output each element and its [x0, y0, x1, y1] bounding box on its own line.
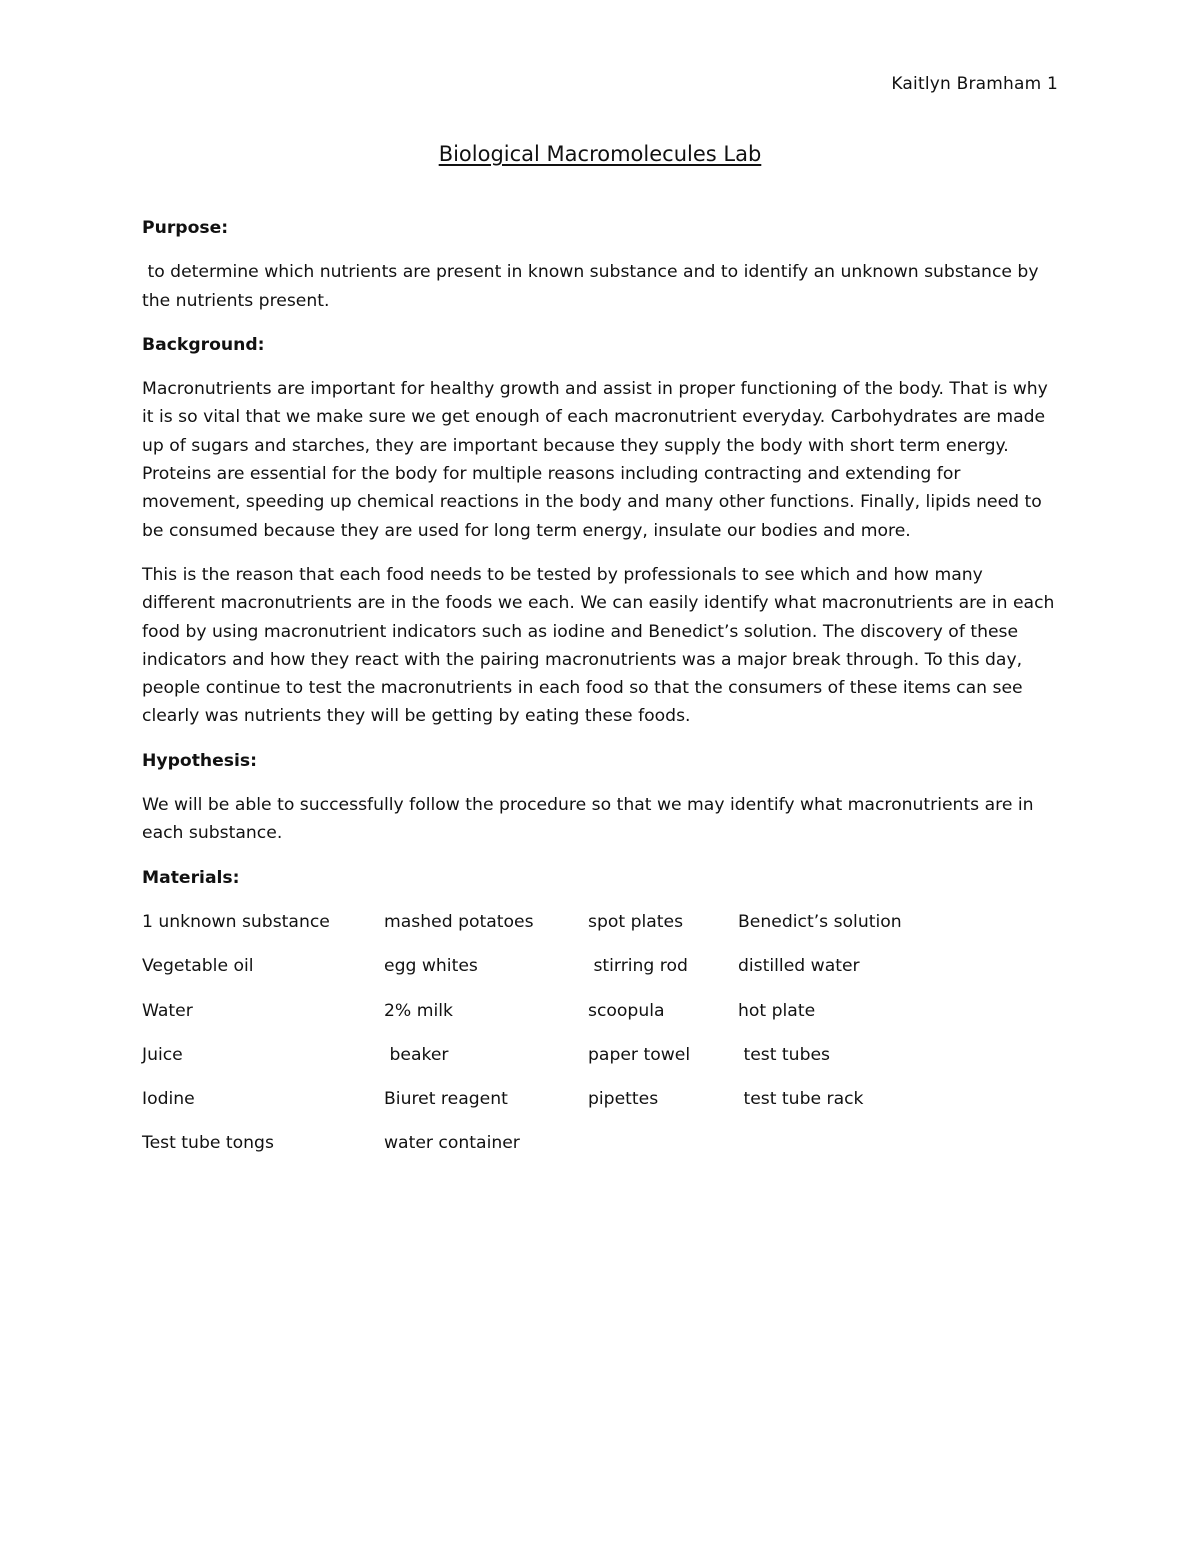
hypothesis-text: We will be able to successfully follow the procedure so that we may identify what macronutrients are in each substance.	[142, 795, 1034, 844]
materials-row	[142, 1129, 988, 1173]
material-item: beaker	[384, 1044, 449, 1065]
material-item: water container	[384, 1133, 520, 1154]
material-item: test tube rack	[738, 1089, 864, 1110]
materials-heading: Materials:	[142, 867, 240, 888]
material-item: test tubes	[738, 1044, 831, 1065]
materials-row	[142, 1041, 988, 1085]
purpose-text: to determine which nutrients are present in known substance and to identify an unknown substance by the nutrients present.	[142, 262, 1044, 311]
material-item: 1 unknown substance	[142, 911, 330, 932]
material-item	[588, 1129, 738, 1173]
material-item: hot plate	[738, 1000, 816, 1021]
material-item: stirring rod	[588, 956, 688, 977]
material-item: paper towel	[588, 1044, 691, 1065]
materials-row	[142, 1085, 988, 1129]
material-item: Vegetable oil	[142, 956, 254, 977]
material-item: spot plates	[588, 911, 684, 932]
material-item: 2% milk	[384, 1000, 453, 1021]
material-item: egg whites	[384, 956, 478, 977]
material-item: pipettes	[588, 1089, 659, 1110]
purpose-heading: Purpose:	[142, 218, 229, 238]
materials-row	[142, 908, 988, 952]
material-item: Biuret reagent	[384, 1089, 508, 1110]
material-item: Water	[142, 1000, 193, 1021]
material-item: distilled water	[738, 956, 860, 977]
material-item: Juice	[142, 1044, 183, 1065]
material-item: scoopula	[588, 1000, 665, 1021]
materials-row	[142, 997, 988, 1041]
background-paragraph-1: Macronutrients are important for healthy growth and assist in proper functioning of the body. That is why it is so vital that we make sure we get enough of each macronutrient everyday. Carbohydrates are made up of sugars and starches, they are important because they supply the body with short term energy. Proteins are essential for the body for multiple reasons including contracting and extending for movement, speeding up chemical reactions in the body and many other functions. Finally, lipids need to be consumed because they are used for long term energy, insulate our bodies and more.	[142, 379, 1048, 541]
material-item: Benedict’s solution	[738, 911, 902, 932]
material-item: Test tube tongs	[142, 1133, 274, 1154]
hypothesis-heading: Hypothesis:	[142, 750, 258, 771]
material-item	[738, 1129, 988, 1173]
background-heading: Background:	[142, 334, 265, 355]
material-item: Iodine	[142, 1089, 195, 1110]
material-item: mashed potatoes	[384, 911, 534, 932]
materials-table	[142, 908, 988, 1174]
document-title: Biological Macromolecules Lab	[438, 142, 762, 166]
page-header-author: Kaitlyn Bramham 1	[891, 74, 1058, 94]
document-body	[142, 214, 1057, 1174]
materials-row	[142, 952, 988, 996]
background-paragraph-2: This is the reason that each food needs to be tested by professionals to see which and how many different macronutrients are in the foods we each. We can easily identify what macronutrients are in each food by using macronutrient indicators such as iodine and Benedict’s solution. The discovery of these indicators and how they react with the pairing macronutrients was a major break through. To this day, people continue to test the macronutrients in each food so that the consumers of these items can see clearly was nutrients they will be getting by eating these foods.	[142, 564, 1055, 727]
